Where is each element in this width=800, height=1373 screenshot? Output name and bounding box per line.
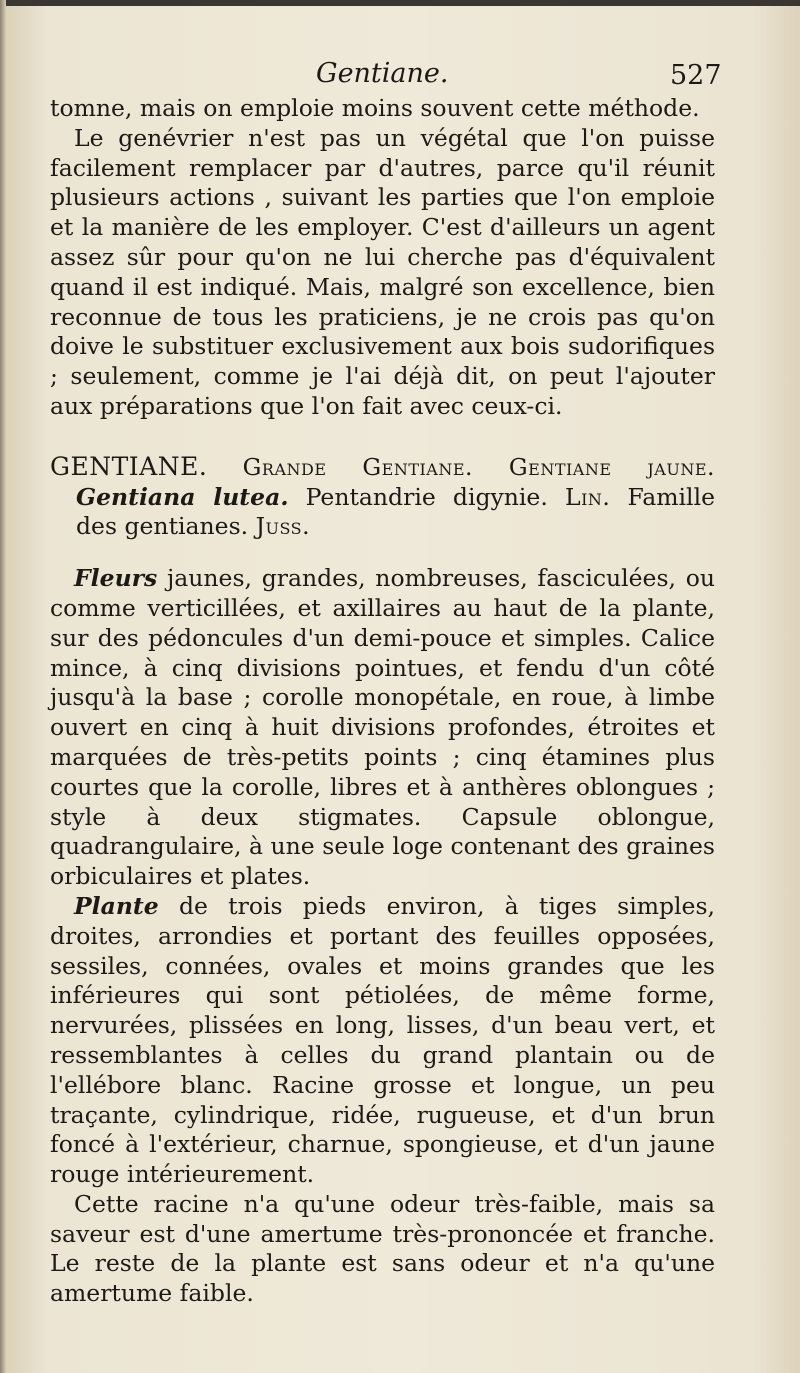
running-head	[0, 58, 800, 98]
spacer	[50, 542, 715, 564]
plante-text: de trois pieds environ, à tiges simples, droites, arrondies et portant des feuilles opposées, sessiles, connées, ovales et moins grandes que les inférieures qui sont pétiolées, de même forme, nervurées, plissées en long, lisses, d'un beau vert, et ressemblantes à celles du grand plantain ou de l'ellébore blanc. Racine grosse et longue, un peu traçante, cylindrique, ridée, rugueuse, et d'un brun foncé à l'extérieur, charnue, spongieuse, et d'un jaune rouge intérieurement.	[50, 891, 715, 1189]
fleurs-label: Fleurs	[74, 564, 158, 593]
entry-heading	[50, 452, 715, 542]
entry-classification: Pentandrie digynie.	[305, 482, 548, 511]
entry-family: Famille des gentianes.	[76, 482, 715, 541]
paragraph-fleurs	[50, 564, 715, 892]
entry-common-names: Grande Gentiane. Gentiane jaune.	[242, 452, 715, 481]
entry-latin-name: Gentiana lutea.	[76, 482, 289, 511]
page-number: 527	[670, 60, 722, 91]
paragraph-continuation: tomne, mais on emploie moins souvent cette méthode.	[50, 94, 700, 122]
spacer	[50, 422, 715, 452]
running-title: Gentiane.	[316, 58, 449, 89]
paragraph-genevrier: Le genévrier n'est pas un végétal que l'on puisse facilement remplacer par d'autres, parce qu'il réunit plusieurs actions , suivant les parties que l'on emploie et la manière de les employer. C'est d'ailleurs un agent assez sûr pour qu'on ne lui cherche pas d'équivalent quand il est indiqué. Mais, malgré son excellence, bien reconnue de tous les praticiens, je ne crois pas qu'on doive le substituer exclusivement aux bois sudorifiques ; seulement, comme je l'ai déjà dit, on peut l'ajouter aux préparations que l'on fait avec ceux-ci.	[50, 123, 715, 420]
text-body	[50, 94, 715, 1309]
paragraph-plante	[50, 892, 715, 1190]
plante-label: Plante	[74, 891, 159, 920]
page-gutter	[0, 0, 6, 1373]
entry-jussieu: Juss.	[255, 512, 311, 541]
scan-border	[0, 0, 800, 6]
fleurs-text: jaunes, grandes, nombreuses, fasciculées, ou comme verticillées, et axillaires au haut de la plante, sur des pédoncules d'un demi-pouce et simples. Calice mince, à cinq divisions pointues, et fendu d'un côté jusqu'à la base ; corolle monopétale, en roue, à limbe ouvert en cinq à huit divisions profondes, étroites et marquées de très-petits points ; cinq étamines plus courtes que la corolle, libres et à anthères oblongues ; style à deux stigmates. Capsule oblongue, quadrangulaire, à une seule loge contenant des graines orbiculaires et plates.	[50, 564, 715, 891]
entry-headword: GENTIANE.	[50, 451, 208, 481]
paragraph-racine: Cette racine n'a qu'une odeur très-faible, mais sa saveur est d'une amertume très-prononcée et franche. Le reste de la plante est sans odeur et n'a qu'une amertume faible.	[50, 1189, 715, 1308]
entry-linnaeus: Lin.	[564, 482, 611, 511]
